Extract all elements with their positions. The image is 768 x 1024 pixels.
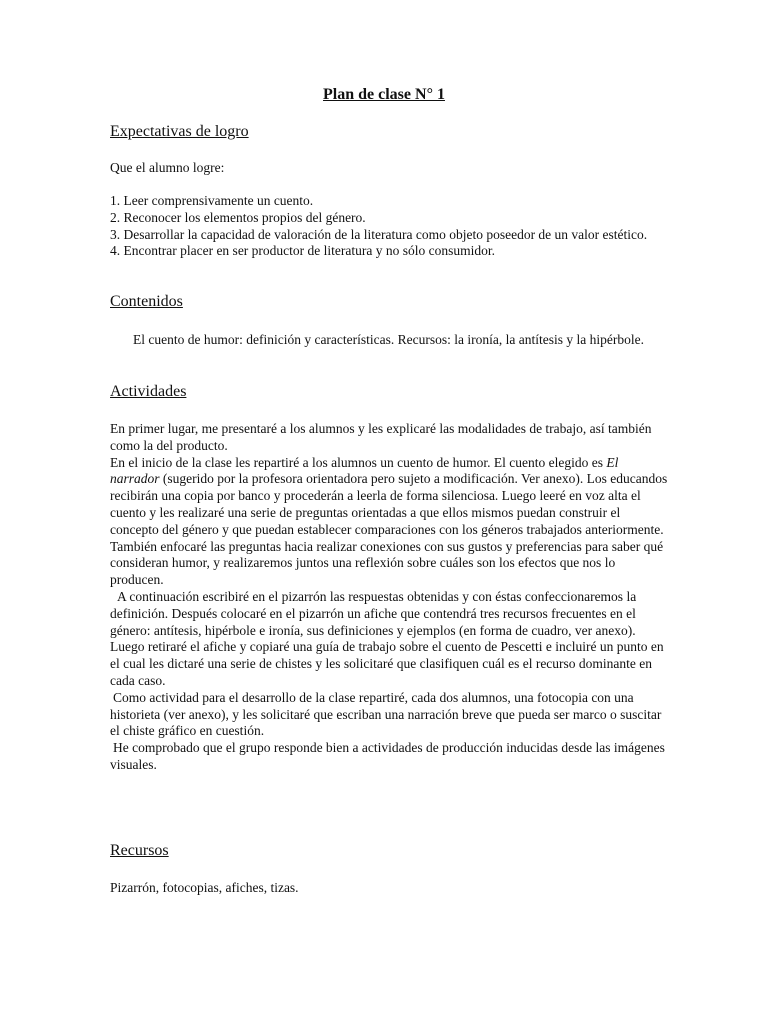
page-title: Plan de clase N° 1 [323,86,445,103]
text-span: En el inicio de la clase les repartiré a los alumnos un cuento de humor. El cuento elegido es [110,454,607,470]
paragraph: A continuación escribiré en el pizarrón las respuestas obtenidas y con éstas confeccionaremos la definición. Después colocaré en el pizarrón un afiche que contendrá tres recursos frecuentes en el género: antítesis, hipérbole e ironía, sus definiciones y ejemplos (en forma de cuadro, ver anexo). Luego retiraré el afiche y copiaré una guía de trabajo sobre el cuento de Pescetti e incluiré un punto en el cual les dictaré una serie de chistes y les solicitaré que clasifiquen cuál es el recurso dominante en cada caso. [110,588,664,688]
heading-contenidos: Contenidos [110,293,183,310]
list-item: 1. Leer comprensivamente un cuento. [110,193,314,208]
list-item: 4. Encontrar placer en ser productor de literatura y no sólo consumidor. [110,243,496,259]
actividades-body [110,421,670,774]
paragraph [110,455,670,589]
expectativas-list [110,193,670,260]
story-title: El narrador [110,454,619,487]
list-item: 3. Desarrollar la capacidad de valoración de la literatura como objeto poseedor de un valor estético. [110,226,648,242]
heading-expectativas: Expectativas de logro [110,123,249,140]
expectativas-intro: Que el alumno logre: [110,160,225,175]
paragraph: He comprobado que el grupo responde bien a actividades de producción inducidas desde las imágenes visuales. [110,740,665,772]
heading-recursos: Recursos [110,842,169,859]
paragraph: En primer lugar, me presentaré a los alumnos y les explicaré las modalidades de trabajo, así también como la del producto. [110,421,652,453]
paragraph: Como actividad para el desarrollo de la clase repartiré, cada dos alumnos, una fotocopia con una historieta (ver anexo), y les solicitaré que escriban una narración breve que pueda ser marco o suscitar el chiste gráfico en cuestión. [110,689,662,739]
recursos-text: Pizarrón, fotocopias, afiches, tizas. [110,880,299,895]
heading-actividades: Actividades [110,383,187,400]
list-item: 2. Reconocer los elementos propios del género. [110,209,366,225]
contenidos-text: El cuento de humor: definición y características. Recursos: la ironía, la antítesis y la hipérbole. [133,332,644,347]
text-span: (sugerido por la profesora orientadora pero sujeto a modificación. Ver anexo). Los educandos recibirán una copia por banco y procederán a leerla de forma silenciosa. Luego leeré en voz alta el cuento y les realizaré una serie de preguntas orientadas a que ellos mismos puedan construir el concepto del género y que puedan establecer comparaciones con los géneros trabajados anteriormente. También enfocaré las preguntas hacia realizar conexiones con sus gustos y preferencias para saber qué consideran humor, y realizaremos juntos una reflexión sobre cuáles son los efectos que nos lo producen. [110,471,668,588]
